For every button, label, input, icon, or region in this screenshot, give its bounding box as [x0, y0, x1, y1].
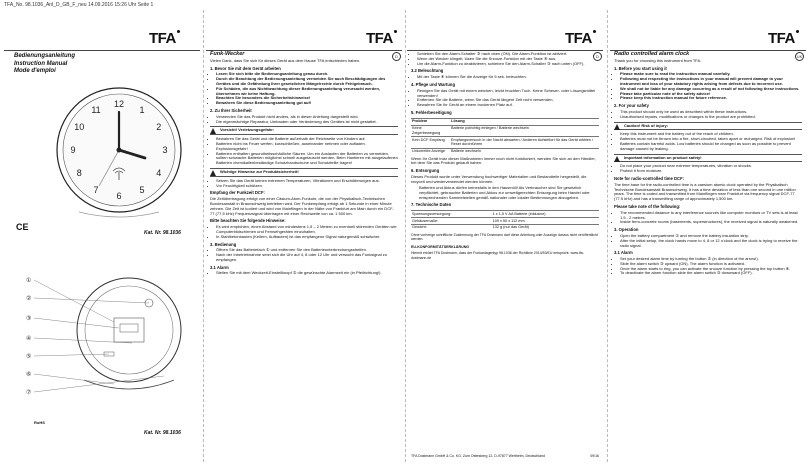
clock-digit: 2 [156, 122, 162, 132]
clock-digit: 4 [156, 168, 162, 178]
brand-logo: TFA [768, 30, 799, 47]
spec-table [411, 210, 599, 230]
english-text: Radio controlled alarm clock Thank you for choosing this instrument from TFA. 1. Before you start using it • Please make sure to read the instruction manual carefully. • Following and respecting the instructions in your manual will prevent damage to your instrument and loss of your statutory rights arising from defects due to incorrect use. • We shall not be liable for any damage occurring as a result of not following these instructions. • Please take particular note of the safety advice! • Please keep this instruction manual for future reference. 2. For your safety • This product should only be used as described within these instructions. • Unauthorised repairs, modifications or changes to the product are prohibited. Caution! Risk of injury: • Keep this instrument and the battery out of the reach of children. • Batteries must not be thrown into a fire, short-circuited, taken apart or recharged. Risk of explosion! • Batteries contain harmful acids. Low batteries should be changed as soon as possible to prevent damage caused by leaking. Important information on product safety! • Do not place your product near extreme temperatures, vibration or shocks. • Protect it from moisture. Note for radio-controlled time DCF: The time base for the radio-controlled time is a caesium atomic clock operated by the Physikalisch Technische Bundesanstalt Braunschweig. It has a time deviation of less than one second in one million years. The time is coded and transmitted from Mainflingen near Frankfurt via frequency signal DCF-77 (77.5 kHz) and has a transmitting range of approximately 1,500 km. Please take note of the following: • The recommended distance to any interference sources like computer monitors or TV sets is at least 1.5 - 2 metres. • Inside ferro-concrete rooms (basements, superstructures), the received signal is naturally weakened. 3. Operation • Open the battery compartment ① and remove the battery insulation strip. • After the initial setup, the clock hands move to 4, 8 or 12 o'clock and the clock is trying to receive the radio signal. 3.1 Alarm • Set your desired alarm time by turning the button ② (in direction of the arrow!). • Slide the alarm switch ③ upward (ON). The alarm function is activated. • Once the alarm starts to ring, you can activate the snooze function by pressing the top button ④. • To deactivate the alarm function slide the alarm switch ③ downward (OFF). [614, 52, 802, 278]
fold-line [203, 10, 204, 462]
section-title: 3.1 Alarm [614, 250, 633, 256]
cover-page [4, 10, 200, 462]
section-title: 5. Fehlerbeseitigung [411, 109, 452, 115]
clock-digit: 5 [139, 184, 145, 195]
section-title: 4. Pflege und Wartung [411, 81, 456, 87]
section-title: 1. Before you start using it [614, 65, 667, 71]
section-title: 2. For your safety [614, 103, 649, 109]
callout-3: ③ [26, 316, 32, 322]
list: • Stellen Sie mit dem Weckzeit-Einstellknopf ② die gewünschte Alarmzeit ein (in Pfeilrichtung!). [210, 271, 398, 276]
list: • Öffnen Sie das Batteriefach ① und entfernen Sie den Batterieunterbrechungsstreifen. • Nach der Inbetriebnahme setzt sich die Uhr auf 4, 8 oder 12 Uhr und versucht das Funksignal zu empfangen. [210, 248, 398, 262]
table-row: Unkorrekte Anzeige Batterie wechseln [411, 148, 599, 154]
table-row: Gewicht: 132 g (nur das Gerät) [411, 224, 599, 230]
clock-digit: 12 [113, 99, 125, 109]
language-flag: UK [796, 54, 803, 59]
battery-compartment [114, 318, 144, 342]
battery-icon [120, 324, 138, 332]
clock-digit: 3 [162, 145, 168, 155]
list: • Verwenden Sie das Produkt nicht anders, als in dieser Anleitung dargestellt wird. • Die eigenmächtige Reparatur, Umbauten oder Veränderung des Gerätes ist nicht gestattet. [210, 115, 398, 125]
clock-side-diagram [14, 258, 199, 418]
clock-digit: 8 [76, 168, 82, 178]
divider [4, 50, 200, 51]
list: • Set your desired alarm time by turning the button ② (in direction of the arrow!). • Slide the alarm switch ③ upward (ON). The alarm function is activated. • Once the alarm starts to ring, you can activate the snooze function by pressing the top button ④. • To deactivate the alarm function slide the alarm switch ③ downward (OFF). [614, 257, 802, 276]
section-title: 7. Technische Daten [411, 202, 452, 208]
list: • Do not place your product near extreme temperatures, vibration or shocks. • Protect it from moisture. [614, 164, 802, 174]
intro: Vielen Dank, dass Sie sich für dieses Gerät aus dem Hause TFA entschieden haben. [210, 57, 361, 63]
clock-digit: 1 [139, 105, 145, 116]
section-title: 3.1 Alarm [210, 264, 229, 270]
callout-4: ④ [26, 336, 32, 342]
section-title: 1. Bevor Sie mit dem Gerät arbeiten [210, 65, 281, 71]
manual-titles [14, 53, 75, 76]
title-de: Bedienungsanleitung [14, 53, 76, 59]
language-flag: D [392, 52, 401, 61]
callout-1: ① [26, 278, 32, 284]
callout-2: ② [26, 296, 32, 302]
crossed-bin-icon: Batterien und Akkus dürfen keinesfalls in den Hausmüll! Als Verbraucher sind Sie gesetzlich verpflichtet, gebrauchte Batterien und Akkus zur umweltgerechten Entsorgung beim Handel oder entsprechenden Sammelstellen gemäß nationaler oder lokaler Bestimmungen abzugeben. [419, 185, 590, 200]
footer: TFA Dostmann GmbH & Co. KG, Zum Ottersberg 12, D-97877 Wertheim, Deutschland 09/16 [411, 454, 599, 458]
fold-line [607, 10, 608, 462]
clock-digit: 10 [74, 122, 85, 132]
list: • Es wird empfohlen, einen Abstand von mindestens 1,5 – 2 Metern zu eventuell störenden Geräten wie Computerbildschirmen und Fernsehgeräten einzuhalten. • In Stahlbetonbauten (Kellern, Aufbauten) ist das empfangene Signal naturgemäß schwächer. [210, 225, 398, 239]
troubleshooting-table [411, 118, 599, 155]
clock-digit: 9 [70, 145, 76, 155]
page-en [610, 10, 806, 462]
list: • Bewahren Sie das Gerät und die Batterie außerhalb der Reichweite von Kindern auf. • Batterien nicht ins Feuer werfen, kurzschließen, auseinander nehmen oder aufladen. Explosionsgefahr! • Batterien enthalten gesundheitsschädliche Säuren. Um ein Auslaufen der Batterien zu vermeiden, sollten schwache Batterien möglichst schnell ausgetauscht werden. Beim Hantieren mit ausgelaufenen Batterien chemikalienbeständige Schutzhandschuhe und Schutzbrille tragen! [210, 137, 398, 166]
section-title: Bitte beachten Sie folgende Hinweise: [210, 218, 286, 224]
list: • The recommended distance to any interference sources like computer monitors or TV sets is at least 1.5 - 2 metres. • Inside ferro-concrete rooms (basements, superstructures), the received signal is naturally weakened. [614, 211, 802, 225]
list: • Keep this instrument and the battery out of the reach of children. • Batteries must not be thrown into a fire, short-circuited, taken apart or recharged. Risk of explosion! • Batteries contain harmful acids. Low batteries should be changed as soon as possible to prevent damage caused by leaking. [614, 132, 802, 151]
heading: Radio controlled alarm clock [614, 51, 690, 57]
table-row: Problem Lösung [411, 118, 599, 125]
german-text-col2: • Schieben Sie den Alarm-Schalter ③ nach oben (ON). Die Alarm-Funktion ist aktiviert. • Wenn der Wecker klingelt, lösen Sie die Snooze-Funktion mit der Taste ④ aus. • Um die Alarm-Funktion zu deaktivieren, schieben Sie den Alarm-Schalter ③ nach unten (OFF). 3.2 Beleuchtung • Mit der Taste ④ können Sie die Anzeige für 5 sek. beleuchten. 4. Pflege und Wartung • Reinigen Sie das Gerät mit einem weichen, leicht feuchten Tuch. Keine Scheuer- oder Lösungsmittel verwenden! • Entfernen Sie die Batterie, wenn Sie das Gerät längere Zeit nicht verwenden. • Bewahren Sie Ihr Gerät an einem trockenen Platz auf. 5. Fehlerbeseitigung Problem Lösung Keine Zeigerbewegung Batterie polrichtig einlegen / Batterie wechseln Kein DCF Empfang Empfangsversuch in der Nacht abwarten / Anderen Aufstellort für das Gerät wählen / Reset durchführen Unkorrekte Anzeige Batterie wechseln Wenn Ihr Gerät trotz dieser Maßnahmen immer noch nicht funktioniert, wenden Sie sich an den Händler, bei dem Sie das Produkt gekauft haben. 6. Entsorgung Dieses Produkt wurde unter Verwendung hochwertiger Materialien und Bestandteile hergestellt, die recycelt und wiederverwendet werden können. Batterien und Akkus dürfen keinesfalls in den Hausmüll! Als Verbraucher sind Sie gesetzlich verpflichtet, gebrauchte Batterien und Akkus zur umweltgerechten Entsorgung beim Handel oder entsprechenden Sammelstellen gemäß nationaler oder lokaler Bestimmungen abzugeben. 7. Technische Daten Spannungsversorgung: 1 x 1,5 V AA Batterie (inklusive) Gehäusemaße: 109 x 50 x 112 mm Gewicht: 132 g (nur das Gerät) Ohne vorherige schriftliche Zustimmung der TFA Dostmann darf diese Anleitung oder Auszüge daraus nicht veröffentlicht werden. EU-KONFORMITÄTSERKLÄRUNG Hiermit erklärt TFA Dostmann, dass der Funkanlagentyp 98.1036 der Richtlinie 2014/53/EU entspricht. www.tfa-dostmann.de [411, 52, 599, 262]
ce-mark: CE [16, 222, 29, 232]
catalog-number: Kat. Nr. 98.1036 [144, 230, 181, 236]
list: • Mit der Taste ④ können Sie die Anzeige für 5 sek. beleuchten. [411, 75, 599, 80]
list: • Open the battery compartment ① and remove the battery insulation strip. • After the initial setup, the clock hands move to 4, 8 or 12 o'clock and the clock is trying to receive the radio signal. [614, 234, 802, 248]
brand-logo: TFA [366, 30, 397, 47]
list: • Setzen Sie das Gerät keinen extremen Temperaturen, Vibrationen und Erschütterungen aus. • Vor Feuchtigkeit schützen. [210, 179, 398, 189]
language-flag: D [593, 52, 602, 61]
clock-face-illustration [49, 82, 189, 227]
warning-triangle-icon: Caution! Risk of injury: [614, 122, 802, 131]
list: • This product should only be used as described within these instructions. • Unauthorised repairs, modifications or changes to the product are prohibited. [614, 110, 802, 120]
section-title: Please take note of the following: [614, 203, 681, 209]
section-title: 6. Entsorgung [411, 168, 440, 174]
list: • Schieben Sie den Alarm-Schalter ③ nach oben (ON). Die Alarm-Funktion ist aktiviert. • Wenn der Wecker klingelt, lösen Sie die Snooze-Funktion mit der Taste ④ aus. • Um die Alarm-Funktion zu deaktivieren, schieben Sie den Alarm-Schalter ③ nach unten (OFF). [411, 52, 599, 66]
clock-digit: 7 [93, 184, 99, 195]
german-text-col1: Funk-Wecker Vielen Dank, dass Sie sich für dieses Gerät aus dem Hause TFA entschieden haben. 1. Bevor Sie mit dem Gerät arbeiten • Lesen Sie sich bitte die Bedienungsanleitung genau durch. • Durch die Beachtung der Bedienungsanleitung vermeiden Sie auch Beschädigungen des Gerätes und die Gefährdung Ihrer gesetzlichen Mängelrechte durch Fehlgebrauch. • Für Schäden, die aus Nichtbeachtung dieser Bedienungsanleitung verursacht werden, übernehmen wir keine Haftung. • Beachten Sie besonders die Sicherheitshinweise! • Bewahren Sie diese Bedienungsanleitung gut auf! 2. Zu Ihrer Sicherheit • Verwenden Sie das Produkt nicht anders, als in dieser Anleitung dargestellt wird. • Die eigenmächtige Reparatur, Umbauten oder Veränderung des Gerätes ist nicht gestattet. Vorsicht! Verletzungsgefahr: • Bewahren Sie das Gerät und die Batterie außerhalb der Reichweite von Kindern auf. • Batterien nicht ins Feuer werfen, kurzschließen, auseinander nehmen oder aufladen. Explosionsgefahr! • Batterien enthalten gesundheitsschädliche Säuren. Um ein Auslaufen der Batterien zu vermeiden, sollten schwache Batterien möglichst schnell ausgetauscht werden. Beim Hantieren mit ausgelaufenen Batterien chemikalienbeständige Schutzhandschuhe und Schutzbrille tragen! Wichtige Hinweise zur Produktsicherheit! • Setzen Sie das Gerät keinen extremen Temperaturen, Vibrationen und Erschütterungen aus. • Vor Feuchtigkeit schützen. Empfang der Funkzeit DCF: Die Zeitübertragung erfolgt von einer Cäsium-Atom-Funkuhr, die von der Physikalisch-Technischen Bundesanstalt in Braunschweig betrieben wird. Der Funkempfang erfolgt ab 1 Sekunde in einer Minute zehnen. Die Zeit ist kodiert und wird von Mainflingen in der Nähe von Frankfurt am Main durch ein DCF-77 (77,5 kHz) Frequenzsignal übertragen mit einer Reichweite von ca. 1 500 km. Bitte beachten Sie folgende Hinweise: • Es wird empfohlen, einen Abstand von mindestens 1,5 – 2 Metern zu eventuell störenden Geräten wie Computerbildschirmen und Fernsehgeräten einzuhalten. • In Stahlbetonbauten (Kellern, Aufbauten) ist das empfangene Signal naturgemäß schwächer. 3. Bedienung • Öffnen Sie das Batteriefach ① und entfernen Sie den Batterieunterbrechungsstreifen. • Nach der Inbetriebnahme setzt sich die Uhr auf 4, 8 oder 12 Uhr und versucht das Funksignal zu empfangen. 3.1 Alarm • Stellen Sie mit dem Weckzeit-Einstellknopf ② die gewünschte Alarmzeit ein (in Pfeilrichtung!). [210, 52, 398, 278]
clock-digit: 6 [116, 191, 122, 201]
table-row: Keine Zeigerbewegung Batterie polrichtig einlegen / Batterie wechseln [411, 125, 599, 137]
print-header: TFA_No. 98.1036_Anl_D_GB_F_neu 14.09.2016 15:26 Uhr Seite 1 [4, 2, 154, 8]
list: • Reinigen Sie das Gerät mit einem weichen, leicht feuchten Tuch. Keine Scheuer- oder Lösungsmittel verwenden! • Entfernen Sie die Batterie, wenn Sie das Gerät längere Zeit nicht verwenden. • Bewahren Sie Ihr Gerät an einem trockenen Platz auf. [411, 89, 599, 108]
table-row: Gehäusemaße: 109 x 50 x 112 mm [411, 218, 599, 225]
section-title: 3. Bedienung [210, 241, 237, 247]
brand-logo: TFA [565, 30, 596, 47]
page-de-1 [206, 10, 402, 462]
section-title: 3. Operation [614, 227, 639, 233]
warning-triangle-icon: Important information on product safety! [614, 154, 802, 163]
callout-7: ⑦ [26, 390, 32, 396]
title-fr: Mode d'emploi [14, 68, 56, 74]
catalog-number-2: Kat. Nr. 98.1036 [144, 430, 181, 436]
warning-triangle-icon: Wichtige Hinweise zur Produktsicherheit! [210, 168, 398, 177]
clock-digit: 11 [91, 105, 101, 116]
section-title: 2. Zu Ihrer Sicherheit [210, 107, 252, 113]
page-de-2 [407, 10, 603, 462]
title-en: Instruction Manual [14, 60, 68, 67]
section-title: Empfang der Funkzeit DCF: [210, 190, 265, 196]
fold-line [405, 10, 406, 462]
rohs-mark: RoHS [34, 420, 45, 425]
table-row: Spannungsversorgung: 1 x 1,5 V AA Batterie (inklusive) [411, 211, 599, 218]
callout-6: ⑥ [26, 372, 32, 378]
list: • Lesen Sie sich bitte die Bedienungsanleitung genau durch. • Durch die Beachtung der Bedienungsanleitung vermeiden Sie auch Beschädigungen des Gerätes und die Gefährdung Ihrer gesetzlichen Mängelrechte durch Fehlgebrauch. • Für Schäden, die aus Nichtbeachtung dieser Bedienungsanleitung verursacht werden, übernehmen wir keine Haftung. • Beachten Sie besonders die Sicherheitshinweise! • Bewahren Sie diese Bedienungsanleitung gut auf! [210, 72, 398, 106]
table-row: Kein DCF Empfang Empfangsversuch in der Nacht abwarten / Anderen Aufstellort für das Gerät wählen / Reset durchführen [411, 137, 599, 149]
heading: Funk-Wecker [210, 51, 245, 57]
section-title: 3.2 Beleuchtung [411, 68, 444, 74]
section-title: Note for radio-controlled time DCF: [614, 175, 685, 181]
warning-triangle-icon: Vorsicht! Verletzungsgefahr: [210, 126, 398, 135]
list: • Please make sure to read the instruction manual carefully. • Following and respecting the instructions in your manual will prevent damage to your instrument and loss of your statutory rights arising from defects due to incorrect use. • We shall not be liable for any damage occurring as a result of not following these instructions. • Please take particular note of the safety advice! • Please keep this instruction manual for future reference. [614, 72, 802, 101]
callout-5: ⑤ [26, 354, 32, 360]
brand-logo: TFA [149, 30, 180, 47]
